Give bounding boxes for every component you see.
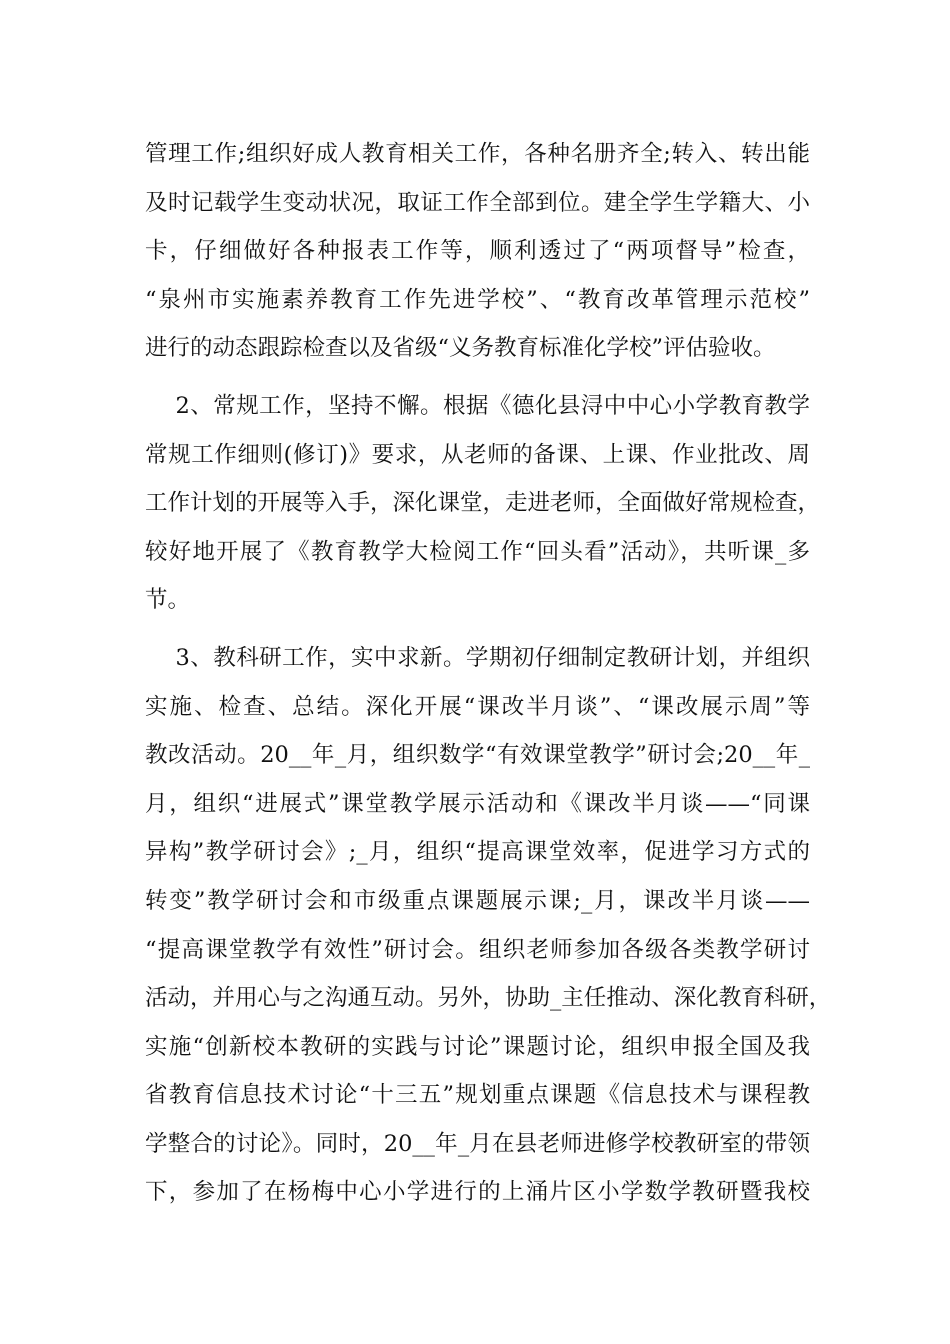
text-line: 节。 (145, 587, 191, 614)
paragraph (145, 130, 810, 373)
text-line: 2、常规工作，坚持不懈。根据《德化县浔中中心小学教育教学 (145, 392, 810, 419)
text-line: 卡，仔细做好各种报表工作等，顺利透过了“两项督导”检查， (145, 238, 810, 265)
text-line: 异构”教学研讨会》;_月，组织“提高课堂效率，促进学习方式的 (145, 839, 810, 866)
text-line: 进行的动态跟踪检查以及省级“义务教育标准化学校”评估验收。 (145, 335, 776, 362)
text-line: 教改活动。20__年_月，组织数学“有效课堂教学”研讨会;20__年_ (145, 742, 810, 769)
text-line: “提高课堂教学有效性”研讨会。组织老师参加各级各类教学研讨 (145, 936, 810, 963)
text-line: 月，组织“进展式”课堂教学展示活动和《课改半月谈——“同课 (145, 790, 810, 817)
text-line: 下，参加了在杨梅中心小学进行的上涌片区小学数学教研暨我校 (145, 1179, 810, 1206)
text-line: 活动，并用心与之沟通互动。另外，协助_主任推动、深化教育科研， (145, 985, 832, 1012)
text-line: 较好地开展了《教育教学大检阅工作“回头看”活动》，共听课_多 (145, 538, 810, 565)
paragraph-gap (145, 625, 810, 634)
paragraph-gap (145, 373, 810, 382)
text-line: 转变”教学研讨会和市级重点课题展示课;_月，课改半月谈—— (145, 887, 810, 914)
text-line: 实施“创新校本教研的实践与讨论”课题讨论，组织申报全国及我 (145, 1033, 810, 1060)
text-line: 学整合的讨论》。同时，20__年_月在县老师进修学校教研室的带领 (145, 1130, 810, 1157)
text-line: 及时记载学生变动状况，取证工作全部到位。建全学生学籍大、小 (145, 189, 810, 216)
text-line: 常规工作细则(修订)》要求，从老师的备课、上课、作业批改、周 (145, 441, 810, 468)
text-line: 工作计划的开展等入手，深化课堂，走进老师，全面做好常规检查， (145, 490, 821, 517)
text-line: 3、教科研工作，实中求新。学期初仔细制定教研计划，并组织 (145, 644, 810, 671)
text-line: 省教育信息技术讨论“十三五”规划重点课题《信息技术与课程教 (145, 1082, 810, 1109)
body-text (145, 130, 832, 1217)
paragraph (145, 634, 832, 1217)
text-line: 管理工作;组织好成人教育相关工作，各种名册齐全;转入、转出能 (145, 141, 810, 167)
text-line: “泉州市实施素养教育工作先进学校”、“教育改革管理示范校” (145, 286, 810, 313)
paragraph (145, 382, 821, 625)
text-line: 实施、检查、总结。深化开展“课改半月谈”、“课改展示周”等 (145, 693, 810, 720)
